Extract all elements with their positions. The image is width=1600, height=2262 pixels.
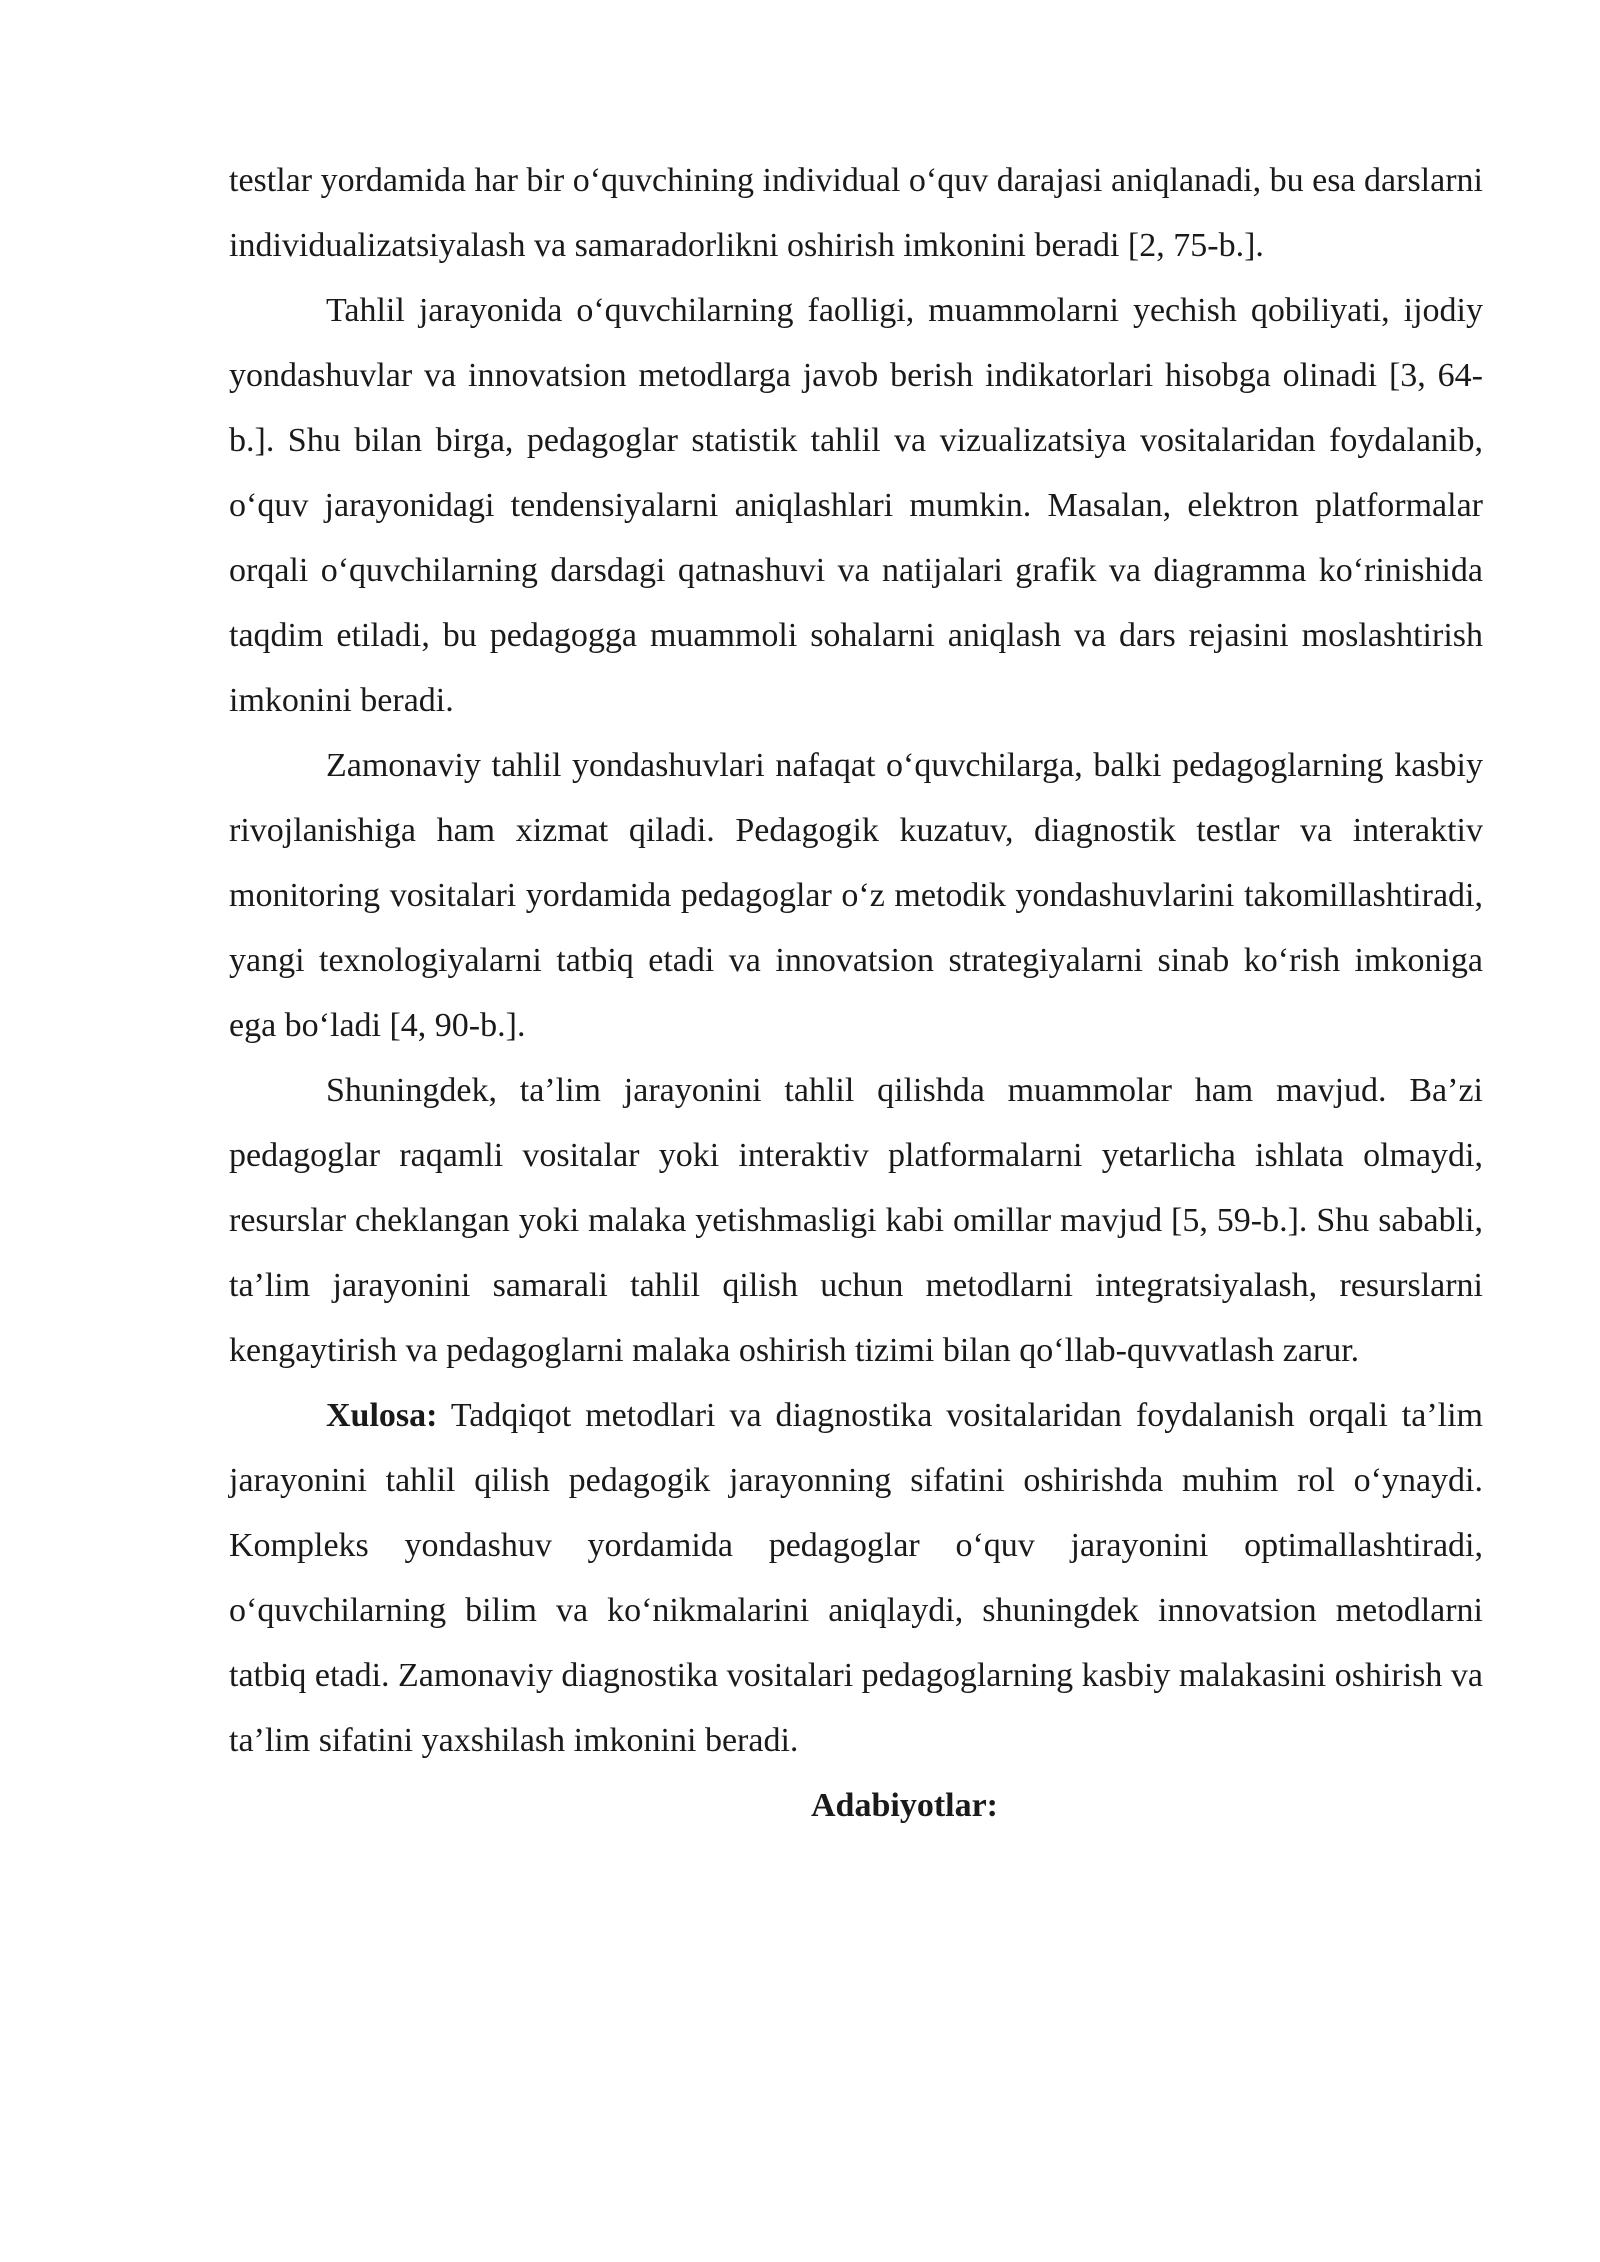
document-body xyxy=(229,148,1483,1838)
paragraph-conclusion xyxy=(229,1383,1483,1773)
conclusion-label: Xulosa: xyxy=(326,1397,438,1434)
paragraph-modern-approaches: Zamonaviy tahlil yondashuvlari nafaqat o‘quvchilarga, balki pedagoglarning kasbiy rivojlanishiga ham xizmat qiladi. Pedagogik kuzatuv, diagnostik testlar va interaktiv monitoring vositalari yordamida pedagoglar o‘z metodik yondashuvlarini takomillashtiradi, yangi texnologiyalarni tatbiq etadi va innovatsion strategiyalarni sinab ko‘rish imkoniga ega bo‘ladi [4, 90-b.]. xyxy=(229,747,1483,1044)
paragraph-problems: Shuningdek, ta’lim jarayonini tahlil qilishda muammolar ham mavjud. Ba’zi pedagoglar raqamli vositalar yoki interaktiv platformalarni yetarlicha ishlata olmaydi, resurslar cheklangan yoki malaka yetishmasligi kabi omillar mavjud [5, 59-b.]. Shu sababli, ta’lim jarayonini samarali tahlil qilish uchun metodlarni integratsiyalash, resurslarni kengaytirish va pedagoglarni malaka oshirish tizimi bilan qo‘llab-quvvatlash zarur. xyxy=(229,1072,1483,1369)
references-heading: Adabiyotlar: xyxy=(811,1787,998,1824)
paragraph-continuation: testlar yordamida har bir o‘quvchining individual o‘quv darajasi aniqlanadi, bu esa darslarni individualizatsiyalash va samaradorlikni oshirish imkonini beradi [2, 75-b.]. xyxy=(229,162,1483,264)
paragraph-analysis-indicators: Tahlil jarayonida o‘quvchilarning faolligi, muammolarni yechish qobiliyati, ijodiy yondashuvlar va innovatsion metodlarga javob berish indikatorlari hisobga olinadi [3, 64-b.]. Shu bilan birga, pedagoglar statistik tahlil va vizualizatsiya vositalaridan foydalanib, o‘quv jarayonidagi tendensiyalarni aniqlashlari mumkin. Masalan, elektron platformalar orqali o‘quvchilarning darsdagi qatnashuvi va natijalari grafik va diagramma ko‘rinishida taqdim etiladi, bu pedagogga muammoli sohalarni aniqlash va dars rejasini moslashtirish imkonini beradi. xyxy=(229,292,1483,719)
conclusion-text: Tadqiqot metodlari va diagnostika vositalaridan foydalanish orqali ta’lim jarayonini tahlil qilish pedagogik jarayonning sifatini oshirishda muhim rol o‘ynaydi. Kompleks yondashuv yordamida pedagoglar o‘quv jarayonini optimallashtiradi, o‘quvchilarning bilim va ko‘nikmalarini aniqlaydi, shuningdek innovatsion metodlarni tatbiq etadi. Zamonaviy diagnostika vositalari pedagoglarning kasbiy malakasini oshirish va ta’lim sifatini yaxshilash imkonini beradi. xyxy=(229,1397,1483,1759)
